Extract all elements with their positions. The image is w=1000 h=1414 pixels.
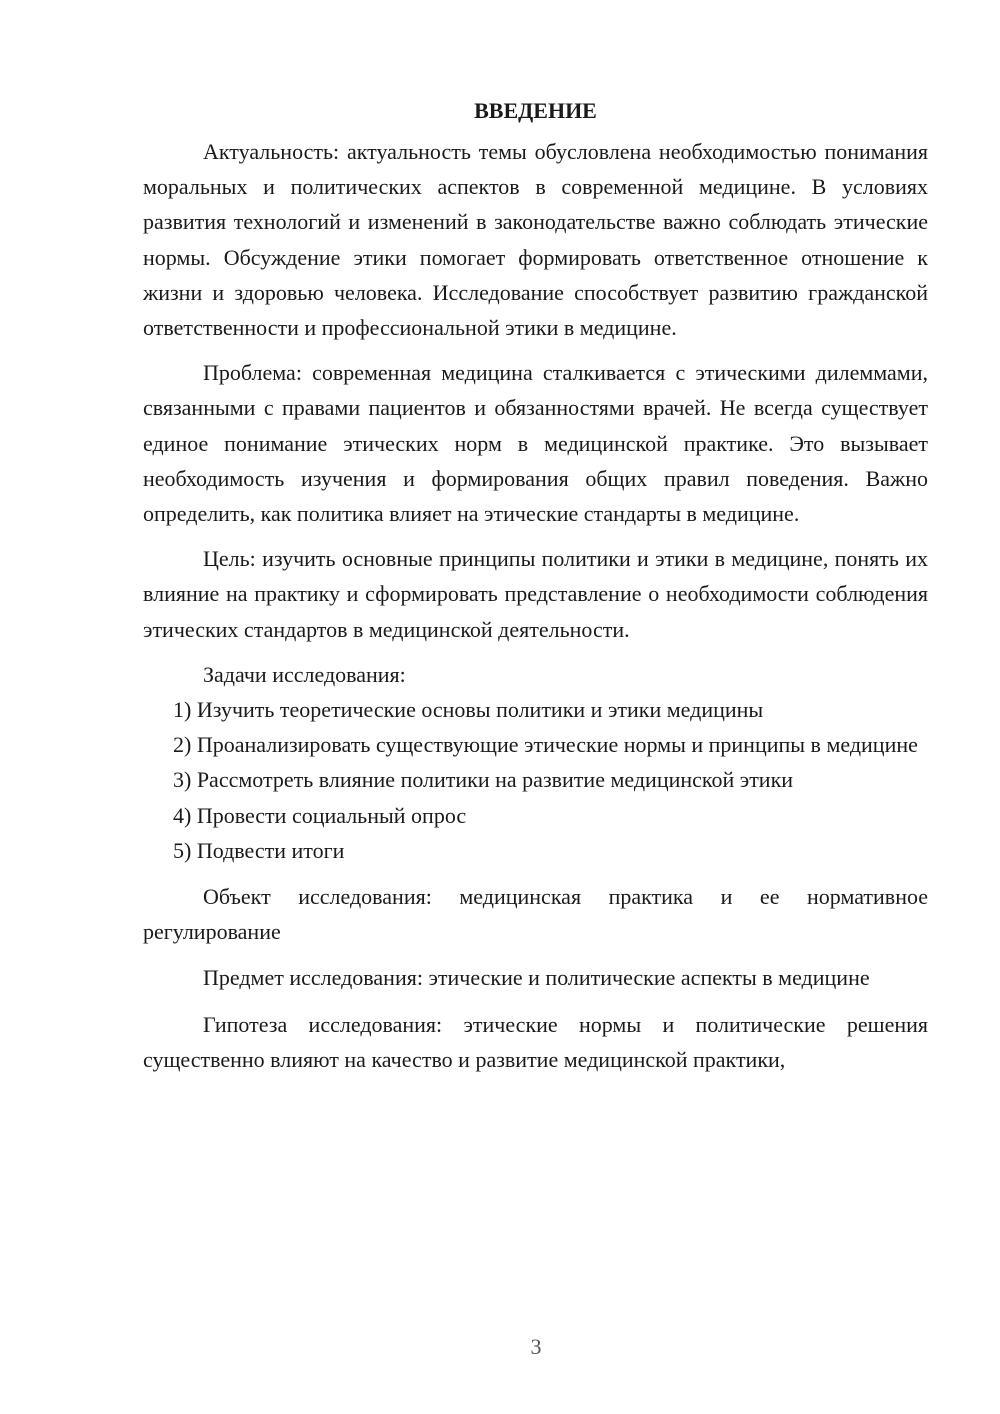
document-page [143,96,928,1077]
section-heading: ВВЕДЕНИЕ [474,98,597,123]
list-item: 1) Изучить теоретические основы политики и этики медицины [173,697,764,723]
relevance-paragraph: Актуальность: актуальность темы обусловлена необходимостью понимания моральных и политических аспектов в современной медицине. В условиях развития технологий и изменений в законодательстве важно соблюдать этические нормы. Обсуждение этики помогает формировать ответственное отношение к жизни и здоровью человека. Исследование способствует развитию гражданской ответственности и профессиональной этики в медицине. [143,139,928,341]
tasks-title: Задачи исследования: [203,661,406,687]
problem-paragraph: Проблема: современная медицина сталкивается с этическими дилеммами, связанными с правами пациентов и обязанностями врачей. Не всегда существует единое понимание этических норм в медицинской практике. Это вызывает необходимость изучения и формирования общих правил поведения. Важно определить, как политика влияет на этические стандарты в медицине. [143,360,928,527]
hypothesis-paragraph: Гипотеза исследования: этические нормы и политические решения существенно влияют на качество и развитие медицинской практики, [143,1011,928,1072]
tasks-list [143,692,928,868]
list-item: 3) Рассмотреть влияние политики на развитие медицинской этики [173,767,794,793]
list-item: 5) Подвести итоги [173,837,345,863]
goal-paragraph: Цель: изучить основные принципы политики и этики в медицине, понять их влияние на практику и сформировать представление о необходимости соблюдения этических стандартов в медицинской деятельности. [143,546,928,642]
page-number: 3 [530,1334,542,1359]
list-item: 4) Провести социальный опрос [173,802,467,828]
list-item: 2) Проанализировать существующие этические нормы и принципы в медицине [173,732,918,758]
object-paragraph: Объект исследования: медицинская практика и ее нормативное регулирование [143,884,928,945]
subject-paragraph: Предмет исследования: этические и политические аспекты в медицине [203,965,870,991]
